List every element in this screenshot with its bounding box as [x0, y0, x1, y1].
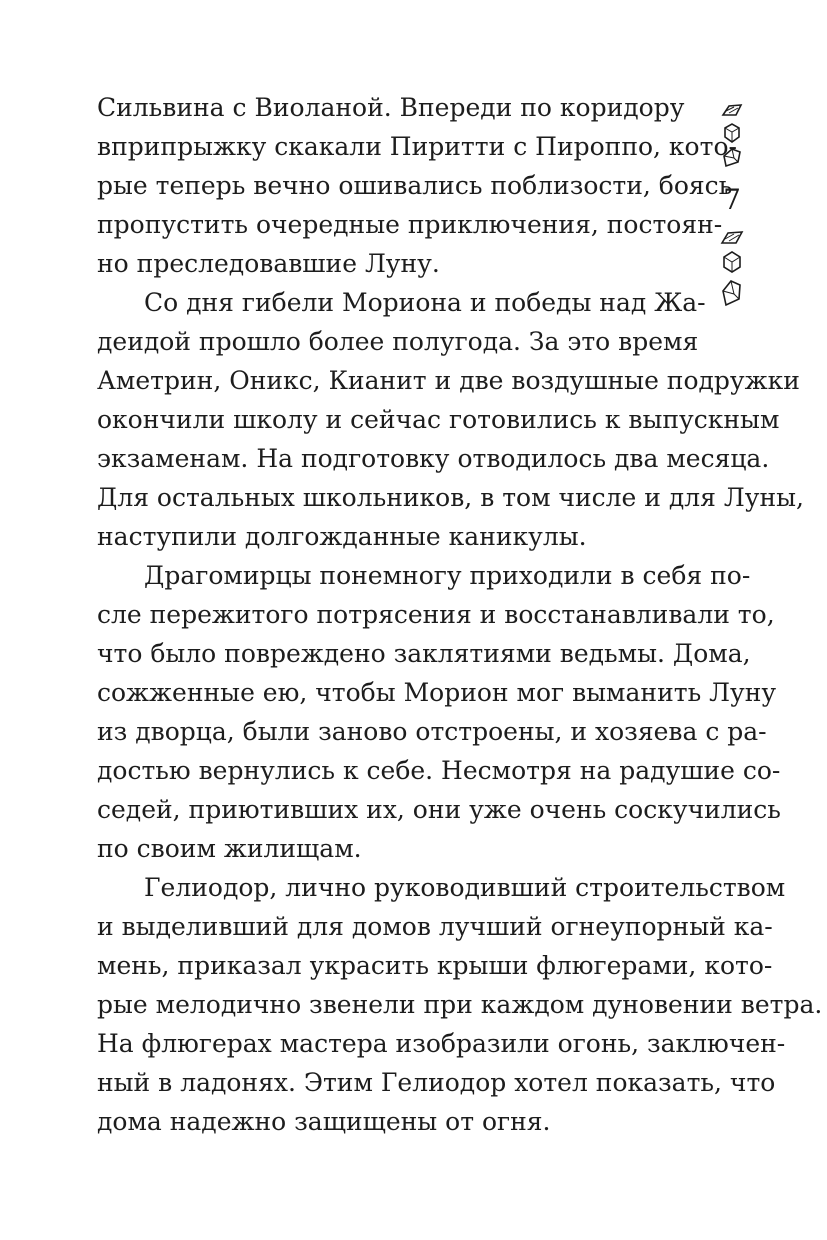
- crystal-gem-icon: [712, 278, 752, 308]
- page-number: 7: [723, 183, 741, 216]
- text-line: Со дня гибели Мориона и победы над Жа-: [144, 288, 706, 317]
- text-line: Аметрин, Оникс, Кианит и две воздушные подружки: [97, 366, 800, 395]
- text-line: Драгомирцы понемногу приходили в себя по-: [144, 561, 751, 590]
- text-line: достью вернулись к себе. Несмотря на радушие со-: [97, 756, 781, 785]
- text-line: мень, приказал украсить крыши флюгерами, кото-: [97, 951, 773, 980]
- text-line: экзаменам. На подготовку отводилось два месяца.: [97, 444, 770, 473]
- text-line: На флюгерах мастера изобразили огонь, заключен-: [97, 1029, 786, 1058]
- text-line: по своим жилищам.: [97, 834, 362, 863]
- text-line: рые теперь вечно ошивались поблизости, боясь: [97, 171, 733, 200]
- leaf-gem-icon: [712, 102, 752, 120]
- text-line: окончили школу и сейчас готовились к выпускным: [97, 405, 780, 434]
- text-line: сожженные ею, чтобы Морион мог выманить Луну: [97, 678, 777, 707]
- text-line: и выделивший для домов лучший огнеупорный ка-: [97, 912, 773, 941]
- body-text: [97, 88, 823, 1141]
- text-line: но преследовавшие Луну.: [97, 249, 440, 278]
- round-gem-icon: [712, 122, 752, 144]
- text-line: ный в ладонях. Этим Гелиодор хотел показать, что: [97, 1068, 776, 1097]
- text-line: деидой прошло более полугода. За это время: [97, 327, 699, 356]
- text-line: дома надежно защищены от огня.: [97, 1107, 551, 1136]
- text-line: седей, приютивших их, они уже очень соскучились: [97, 795, 781, 824]
- text-line: вприпрыжку скакали Пиритти с Пироппо, кото-: [97, 132, 737, 161]
- crystal-gem-icon: [712, 146, 752, 170]
- text-line: сле пережитого потрясения и восстанавливали то,: [97, 600, 775, 629]
- text-line: из дворца, были заново отстроены, и хозяева с ра-: [97, 717, 767, 746]
- text-line: Для остальных школьников, в том числе и для Луны,: [97, 483, 804, 512]
- text-line: пропустить очередные приключения, постоян-: [97, 210, 723, 239]
- text-line: что было повреждено заклятиями ведьмы. Дома,: [97, 639, 751, 668]
- text-line: рые мелодично звенели при каждом дуновении ветра.: [97, 990, 823, 1019]
- leaf-gem-icon: [712, 228, 752, 248]
- text-line: наступили долгожданные каникулы.: [97, 522, 587, 551]
- round-gem-icon: [712, 250, 752, 274]
- text-line: Сильвина с Виоланой. Впереди по коридору: [97, 93, 685, 122]
- text-line: Гелиодор, лично руководивший строительством: [144, 873, 786, 902]
